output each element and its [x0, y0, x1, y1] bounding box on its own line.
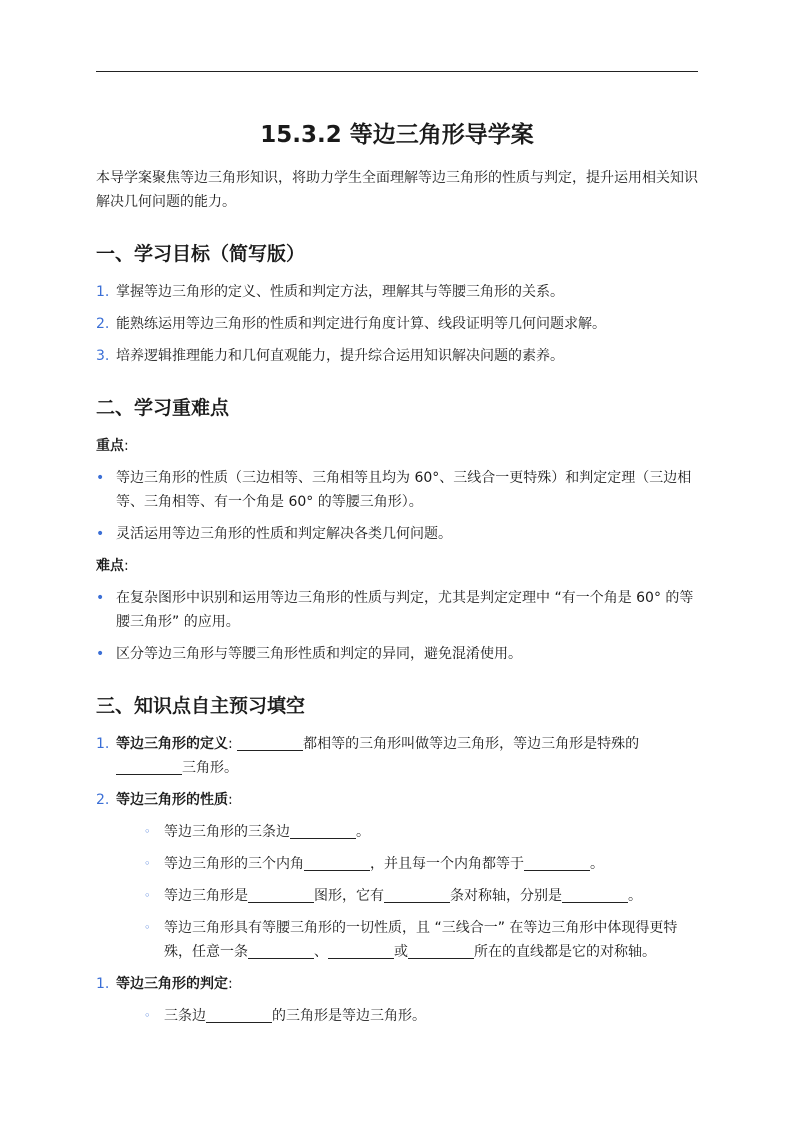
- bullet-icon: •: [96, 470, 105, 486]
- circle-bullet-icon: ◦: [144, 921, 151, 934]
- intro-paragraph: 本导学案聚焦等边三角形知识，将助力学生全面理解等边三角形的性质与判定，提升运用相关知识解决几何问题的能力。: [96, 170, 698, 210]
- bullet-icon: •: [96, 646, 105, 662]
- goal-item: 3. 培养逻辑推理能力和几何直观能力，提升综合运用知识解决问题的素养。: [96, 344, 698, 368]
- fill-blank[interactable]: [304, 854, 370, 871]
- property-subitem: ◦ 等边三角形的三条边 。: [116, 820, 698, 844]
- bullet-icon: •: [96, 526, 105, 542]
- fill-blank[interactable]: [206, 1006, 272, 1023]
- goal-item: 2. 能熟练运用等边三角形的性质和判定进行角度计算、线段证明等几何问题求解。: [96, 312, 698, 336]
- focus-item: • 等边三角形的性质（三边相等、三角相等且均为 60°、三线合一更特殊）和判定定理（三边相等、三角相等、有一个角是 60° 的等腰三角形）。: [96, 466, 698, 514]
- preview-definition-item: 1. 等边三角形的定义: 都相等的三角形叫做等边三角形，等边三角形是特殊的三角形。: [96, 732, 698, 780]
- preview-list: [96, 732, 698, 1028]
- header-rule: [96, 71, 698, 72]
- document-body: [96, 118, 698, 1036]
- document-title: 15.3.2 等边三角形导学案: [260, 122, 534, 148]
- fill-blank[interactable]: [237, 734, 303, 751]
- difficulty-item: • 在复杂图形中识别和运用等边三角形的性质与判定，尤其是判定定理中 “有一个角是 60° 的等腰三角形” 的应用。: [96, 586, 698, 634]
- judgement-sublist: [116, 1004, 698, 1028]
- fill-blank[interactable]: [562, 886, 628, 903]
- bullet-icon: •: [96, 590, 105, 606]
- properties-sublist: [116, 820, 698, 964]
- preview-judgement-item: 1. 等边三角形的判定: ◦ 三条边 的三角形是等边三角形。: [96, 972, 698, 1028]
- property-subitem: ◦ 等边三角形是 图形，它有 条对称轴，分别是 。: [116, 884, 698, 908]
- fill-blank[interactable]: [408, 942, 474, 959]
- circle-bullet-icon: ◦: [144, 825, 151, 838]
- difficulty-item: • 区分等边三角形与等腰三角形性质和判定的异同，避免混淆使用。: [96, 642, 698, 666]
- circle-bullet-icon: ◦: [144, 857, 151, 870]
- fill-blank[interactable]: [248, 942, 314, 959]
- difficulty-list: [96, 586, 698, 666]
- section-preview-heading: 三、知识点自主预习填空: [96, 695, 306, 717]
- fill-blank[interactable]: [384, 886, 450, 903]
- fill-blank[interactable]: [328, 942, 394, 959]
- list-number: 1.: [96, 284, 110, 300]
- property-subitem: ◦ 等边三角形具有等腰三角形的一切性质，且 “三线合一” 在等边三角形中体现得更特殊，任意一条 、 或 所在的直线都是它的对称轴。: [116, 916, 698, 964]
- circle-bullet-icon: ◦: [144, 1009, 151, 1022]
- list-number: 2.: [96, 792, 110, 808]
- fill-blank[interactable]: [248, 886, 314, 903]
- section-goals-heading: 一、学习目标（简写版）: [96, 243, 306, 265]
- preview-properties-item: 2. 等边三角形的性质: ◦ 等边三角形的三条边 。 ◦ 等边三角形的三个内角 ，并且每一个内角都等于 。 ◦ 等边三角形是 图形，它有 条对称轴，分别是 。 ◦ 等边三角形具有等腰三角形的一切性质，且 “三线合一” 在等边三角形中体现得更特殊，任意一条 、 或 所在的直线都是它的对称轴。: [96, 788, 698, 964]
- difficulty-label: 难点:: [96, 558, 129, 574]
- focus-list: [96, 466, 698, 546]
- goal-item: 1. 掌握等边三角形的定义、性质和判定方法，理解其与等腰三角形的关系。: [96, 280, 698, 304]
- property-subitem: ◦ 等边三角形的三个内角 ，并且每一个内角都等于 。: [116, 852, 698, 876]
- judgement-subitem: ◦ 三条边 的三角形是等边三角形。: [116, 1004, 698, 1028]
- list-number: 3.: [96, 348, 110, 364]
- fill-blank[interactable]: [524, 854, 590, 871]
- circle-bullet-icon: ◦: [144, 889, 151, 902]
- focus-item: • 灵活运用等边三角形的性质和判定解决各类几何问题。: [96, 522, 698, 546]
- goals-list: [96, 280, 698, 368]
- list-number: 1.: [96, 976, 110, 992]
- fill-blank[interactable]: [290, 822, 356, 839]
- section-key-points-heading: 二、学习重难点: [96, 397, 230, 419]
- list-number: 2.: [96, 316, 110, 332]
- focus-label: 重点:: [96, 438, 129, 454]
- fill-blank[interactable]: [116, 758, 182, 775]
- list-number: 1.: [96, 736, 110, 752]
